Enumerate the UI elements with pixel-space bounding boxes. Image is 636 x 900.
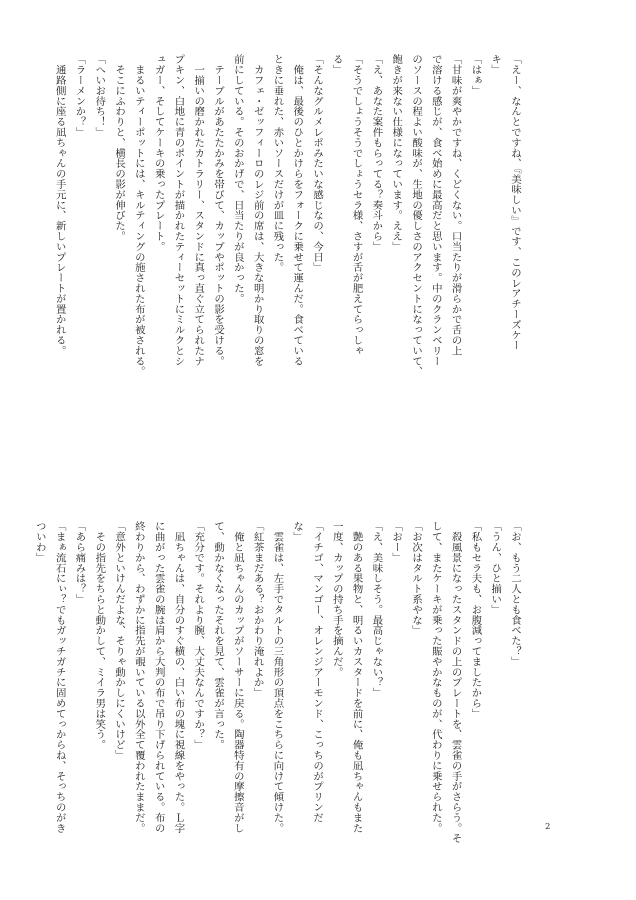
text-line: 「そんなグルメレポみたいな感じなの、今日」 [311, 54, 324, 273]
text-line: 「おー」 [390, 521, 403, 563]
text-line: 「お、もう二人とも食べた？」 [509, 521, 521, 667]
text-line: 「私もセラ夫も、お腹減ってましたから」 [469, 521, 482, 719]
text-line: 俺と凪ちゃんのカップがソーサーに戻る。陶器特有の摩擦音がし [231, 521, 244, 833]
text-line: て、動かなくなったそれを見て、雲雀が言った。 [212, 521, 225, 750]
text-line: プキン、白地に青のポイントが描かれたティーセットにミルクとシ [172, 54, 185, 366]
text-line: のソースの程よい酸味が、生地の優しさのアクセントになっていて、 [410, 54, 423, 377]
text-line: 「うん、ひと揃い」 [489, 521, 502, 615]
lower-text-block [33, 521, 524, 848]
text-line: に曲がった雲雀の腕は肩から大判の布で吊り下げられている。布の [152, 521, 165, 833]
page-number: 2 [545, 822, 551, 832]
text-line: な」 [291, 521, 304, 542]
text-line: カフェ・ゼッフィーロのレジ前の席は、大きな明かり取りの窓を [251, 54, 264, 366]
text-line: 終わりから、わずかに指先が覗いている以外全て覆われたままだ。 [132, 521, 145, 833]
text-line: そこにふわりと、横長の影が伸びた。 [113, 54, 126, 242]
text-line: 「ラーメンか？」 [73, 54, 86, 138]
upper-text-block [53, 54, 524, 380]
text-line: ついわ」 [33, 521, 46, 563]
text-line: 「甘味が爽やかですね、くどくない。口当たりが滑らかで舌の上 [449, 54, 462, 356]
text-line: 「はぁ」 [469, 54, 482, 96]
text-line: 「え、あなた案件もらってる？奏斗から」 [370, 54, 383, 252]
text-line: 「紅茶まだある？おかわり淹れよか」 [251, 521, 264, 698]
text-line: ュガー、そしてケーキの乗ったプレート。 [152, 54, 165, 252]
text-line: テーブルがあたたかみを帯びて、カップやポットの影を受ける。 [212, 54, 225, 366]
text-line: 「お次はタルト系やな」 [410, 521, 423, 636]
text-line: 凪ちゃんは、自分のすぐ横の、白い布の塊に視線をやった。Ｌ字 [172, 521, 185, 833]
text-line: まるいティーポットには、キルティングの施された布が被される。 [132, 54, 145, 377]
text-line: 前にしている。そのおかげで、日当たりが良かった。 [231, 54, 244, 304]
text-line: 雲雀は、左手でタルトの三角形の頂点をこちらに向けて傾けた。 [271, 521, 284, 833]
text-line: 通路側に座る凪ちゃんの手元に、新しいプレートが置かれる。 [53, 54, 66, 356]
text-line: その指先をちらと動かして、ミイラ男は笑う。 [93, 521, 106, 750]
text-line: 「そうでしょうそうでしょうセラ様、さすが舌が肥えてらっしゃ [350, 54, 363, 356]
text-line: して、またケーキが乗った賑やかなものが、代わりに乗せられた。 [429, 521, 442, 833]
text-line: 「えー、なんとですね、『美味しい』です、このレアチーズケー [509, 54, 521, 351]
text-line: 一度、カップの持ち手を摘んだ。 [330, 521, 343, 677]
text-line: キ」 [489, 54, 502, 75]
text-line: 「充分です。それより腕、大丈夫なんですか？」 [192, 521, 205, 750]
text-line: 「へいお待ち！」 [93, 54, 106, 138]
text-line: ときに垂れた、赤いソースだけが皿に残った。 [271, 54, 284, 273]
text-line: 「イチゴ、マンゴー、オレンジアーモンド、こっちのがプリンだ [311, 521, 324, 823]
text-line: 「まぁ流石にぃ？でもガッチガチに固めてっからね、そっちのがき [53, 521, 66, 833]
text-line: 「え、美味しそう。最高じゃない？」 [370, 521, 383, 698]
text-line: 一揃いの磨かれたカトラリー、スタンドに真っ直ぐ立てられたナ [192, 54, 205, 366]
text-line: 「意外といけんだよな、そりゃ動かしにくいけど」 [113, 521, 126, 761]
text-line: で溶ける感じが、食べ始めに最高だと思います。中のクランベリー [429, 54, 442, 366]
text-line: 艶のある果物と、明るいカスタードを前に、俺も凪ちゃんもまた [350, 521, 363, 833]
text-line: 殺風景になったスタンドの上のプレートを、雲雀の手がさらう。そ [449, 521, 462, 844]
text-line: 俺は、最後のひとかけらをフォークに乗せて運んだ。食べている [291, 54, 304, 366]
text-line: る」 [330, 54, 343, 75]
text-line: 飽きが来ない仕様になっています。ええ」 [390, 54, 403, 252]
text-line: 「あら痛みは？」 [73, 521, 86, 605]
